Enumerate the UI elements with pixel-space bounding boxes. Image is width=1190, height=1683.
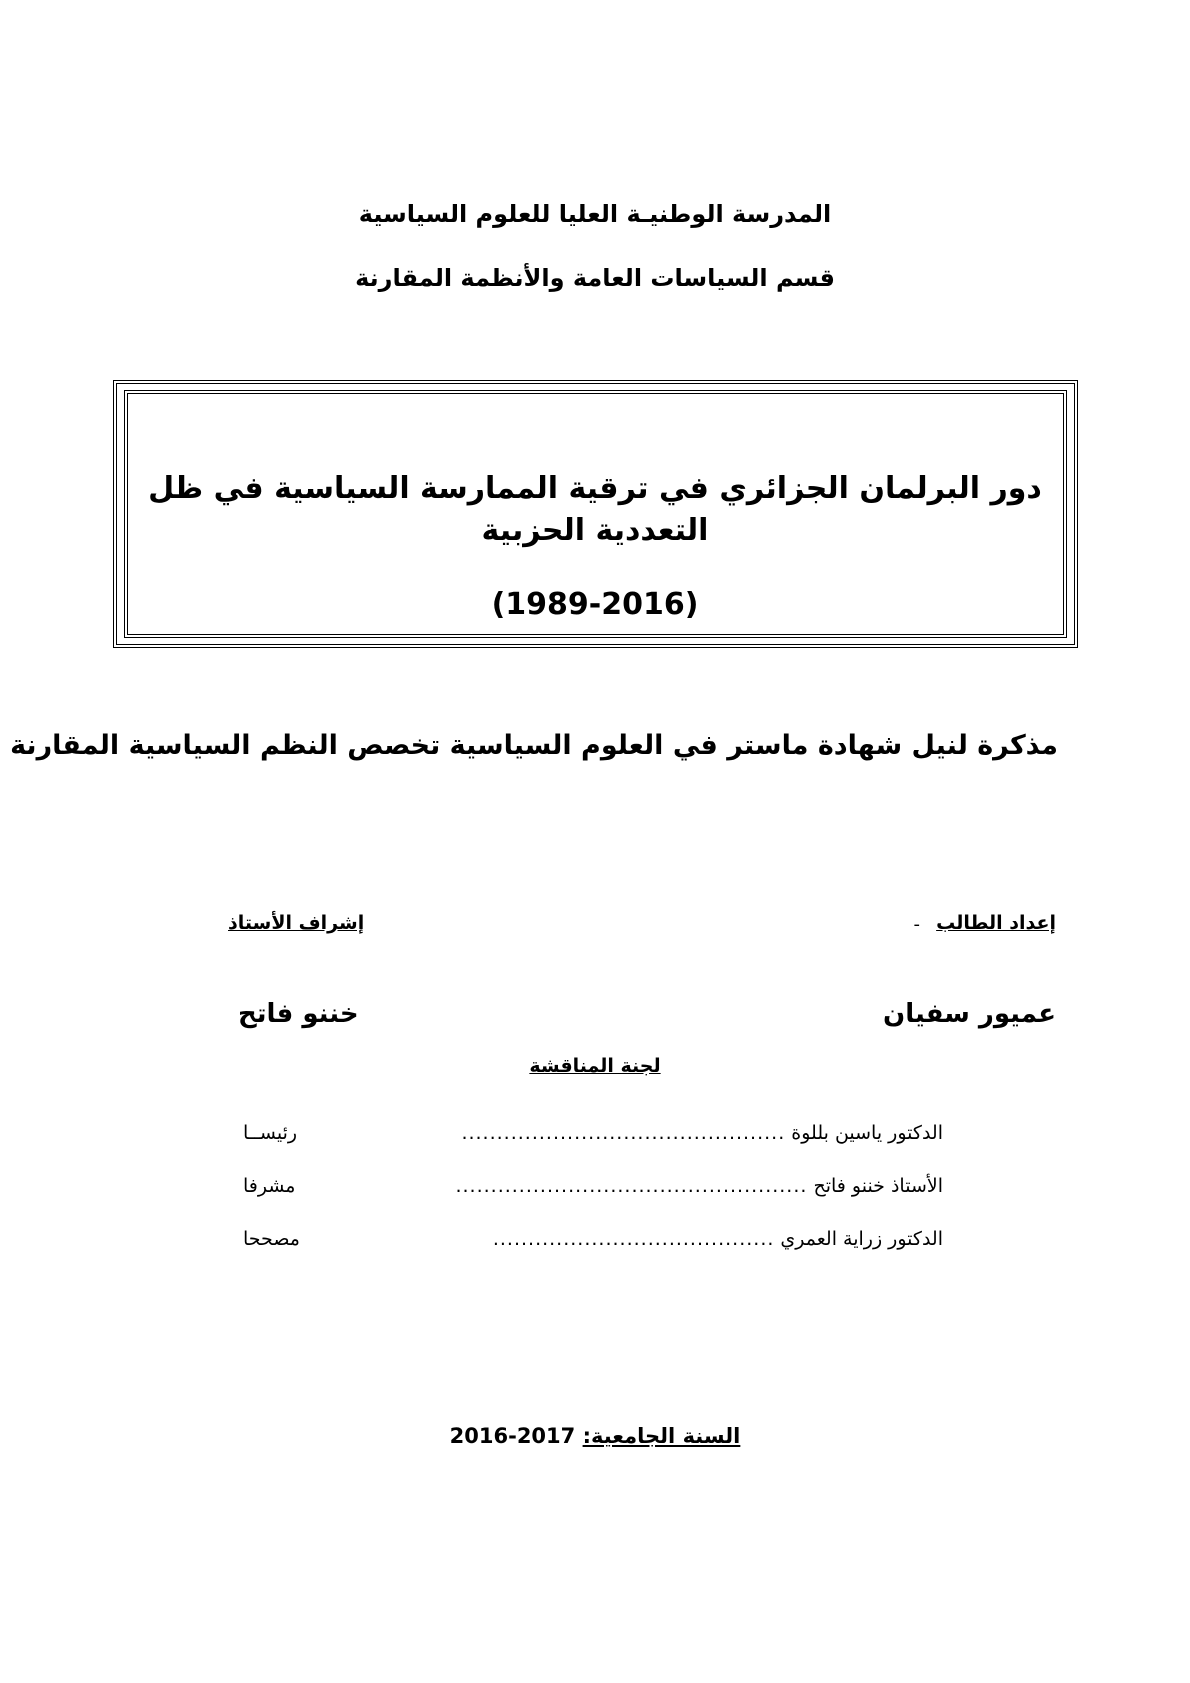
- committee-member-row: [243, 1228, 943, 1250]
- committee-member-name: الدكتور ياسين بللوة: [791, 1122, 943, 1144]
- committee-member-name: الأستاذ خننو فاتح: [813, 1175, 943, 1197]
- department-name: قسم السياسات العامة والأنظمة المقارنة: [355, 264, 835, 292]
- supervisor-label: إشراف الأستاذ: [228, 912, 365, 934]
- student-name: عميور سفيان: [883, 999, 1056, 1029]
- academic-year-label: السنة الجامعية:: [582, 1424, 741, 1448]
- thesis-title: دور البرلمان الجزائري في ترقية الممارسة السياسية في ظل التعددية الحزبية: [148, 471, 1042, 548]
- academic-year: [0, 1424, 1190, 1448]
- committee-member-row: [243, 1175, 943, 1197]
- committee-member-role: مشرفا: [243, 1175, 296, 1197]
- dotted-leader: ..................................................: [455, 1175, 808, 1197]
- school-name: المدرسة الوطنيـة العليا للعلوم السياسية: [358, 200, 832, 228]
- dotted-leader: ..............................................: [461, 1122, 786, 1144]
- committee-member-role: مصححا: [243, 1228, 300, 1250]
- supervisor-name: خننو فاتح: [238, 999, 359, 1029]
- degree-statement: مذكرة لنيل شهادة ماستر في العلوم السياسية تخصص النظم السياسية المقارنة: [10, 730, 1058, 761]
- student-label-dash: -: [913, 914, 920, 935]
- student-label: إعداد الطالب: [936, 912, 1056, 934]
- committee-title: لجنة المناقشة: [529, 1055, 661, 1077]
- committee-member-name: الدكتور زراية العمري: [780, 1228, 943, 1250]
- committee-member-role: رئيســا: [243, 1122, 298, 1144]
- committee-member-row: [243, 1122, 943, 1144]
- thesis-years: (1989-2016): [491, 587, 699, 622]
- dotted-leader: ........................................: [492, 1228, 775, 1250]
- academic-year-value: 2016-2017: [449, 1424, 576, 1448]
